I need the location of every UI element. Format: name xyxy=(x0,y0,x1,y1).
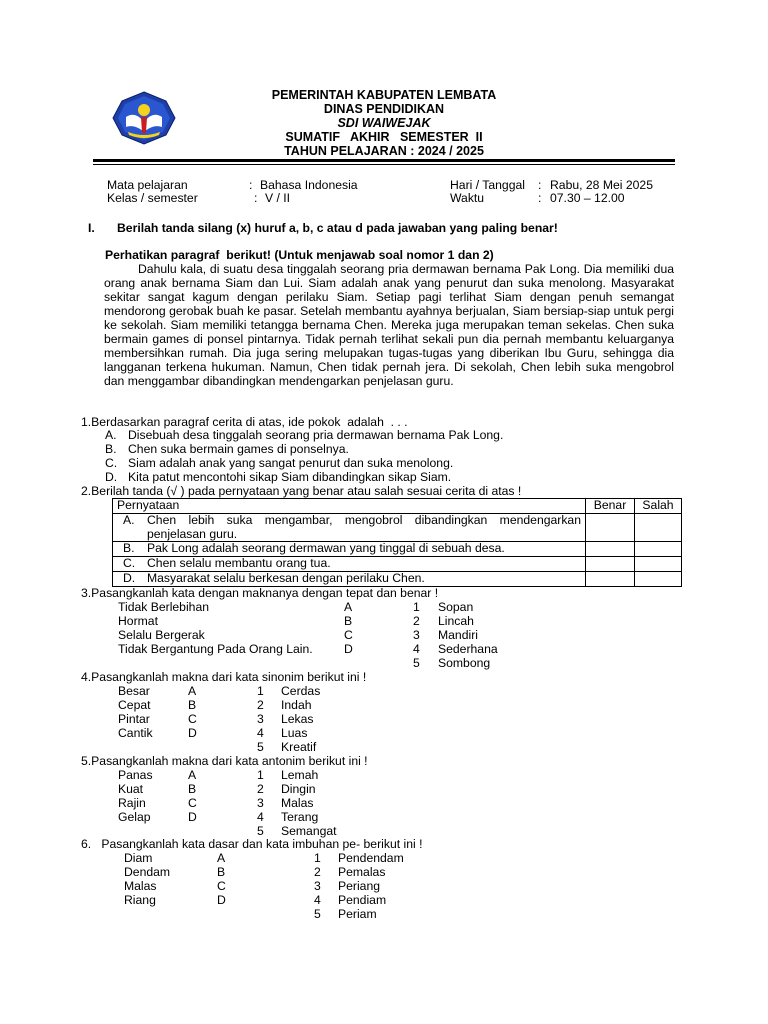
true-answer-cell[interactable] xyxy=(586,571,635,586)
row-statement: Masyarakat selalu berkesan dengan perilaku Chen. xyxy=(147,570,425,585)
date-sep: : xyxy=(538,178,542,192)
row-letter: A. xyxy=(123,512,135,527)
section-number: I. xyxy=(88,221,95,235)
q3-right-num: 1 xyxy=(413,600,420,614)
q4-right-text: Indah xyxy=(281,698,312,712)
q1-option-text: Siam adalah anak yang sangat penurut dan suka menolong. xyxy=(128,456,454,470)
q6-right-text: Pendiam xyxy=(338,893,387,907)
q4-left-text: Cepat xyxy=(118,698,151,712)
q5-right-num: 1 xyxy=(257,768,264,782)
false-answer-cell[interactable] xyxy=(635,571,682,586)
q1-option-text: Disebuah desa tinggalah seorang pria dermawan bernama Pak Long. xyxy=(128,428,504,442)
q6-left-letter: C xyxy=(217,879,226,893)
q5-left-text: Gelap xyxy=(118,810,151,824)
q4-right-text: Lekas xyxy=(281,712,314,726)
q2-statement-table xyxy=(112,498,682,587)
row-statement: Chen selalu membantu orang tua. xyxy=(147,556,331,571)
q5-left-text: Panas xyxy=(118,768,153,782)
time-label: Waktu xyxy=(450,191,485,205)
q5-left-letter: C xyxy=(188,796,197,810)
q1-option-letter: C. xyxy=(105,456,118,470)
q6-left-letter: D xyxy=(217,893,226,907)
q5-right-num: 2 xyxy=(257,782,264,796)
passage-heading: Perhatikan paragraf berikut! (Untuk menjawab soal nomor 1 dan 2) xyxy=(105,248,494,262)
q4-right-text: Kreatif xyxy=(281,740,317,754)
q4-right-num: 1 xyxy=(257,684,264,698)
q4-left-letter: D xyxy=(188,726,197,740)
q4-left-text: Pintar xyxy=(118,712,150,726)
header-government: PEMERINTAH KABUPATEN LEMBATA xyxy=(271,88,497,102)
q3-stem: 3.Pasangkanlah kata dengan maknanya dengan tepat dan benar ! xyxy=(81,586,439,600)
row-letter: B. xyxy=(123,541,135,556)
q1-option-text: Chen suka bermain games di ponselnya. xyxy=(128,442,349,456)
q3-left-letter: B xyxy=(344,614,353,628)
row-statement: Chen lebih suka mengambar, mengobrol dibandingkan mendengarkan penjelasan guru. xyxy=(147,512,581,541)
q6-right-text: Pendendam xyxy=(338,851,404,865)
passage-paragraph: Dahulu kala, di suatu desa tinggalah seorang pria dermawan bernama Pak Long. Dia memiliki dua orang anak bernama Siam dan Lui. Siam adalah anak yang penurut dan suka menolong. Masyarakat sekitar sangat kagum dengan perilaku Siam. Setiap pagi terlihat Siam dengan penuh semangat mendorong gerobak buah ke pasar. Setelah membantu ayahnya berjualan, Siam bersiap-siap untuk pergi ke sekolah. Siam memiliki tetangga bernama Chen. Mereka juga merupakan teman sekelas. Chen suka bermain games di ponsel pintarnya. Tidak pernah terlihat sekali pun dia pernah membantu keluarganya membersihkan rumah. Dia juga sering melupakan tugas-tugas yang diberikan Ibu Guru, sehingga dia langganan terkena hukuman. Namun, Chen tidak pernah jera. Di sekolah, Chen lebih suka mengobrol dan menggambar dibandingkan mendengarkan penjelasan guru. xyxy=(104,262,674,388)
true-answer-cell[interactable] xyxy=(586,542,635,557)
table-row xyxy=(113,571,682,586)
q4-left-letter: B xyxy=(188,698,197,712)
subject-value: Bahasa Indonesia xyxy=(260,178,358,192)
row-letter: D. xyxy=(123,570,136,585)
q1-option-text: Kita patut mencontohi sikap Siam dibandingkan sikap Siam. xyxy=(128,470,452,484)
q4-right-num: 3 xyxy=(257,712,264,726)
q3-right-text: Sederhana xyxy=(438,642,498,656)
true-answer-cell[interactable] xyxy=(586,557,635,572)
class-sep: : xyxy=(254,191,258,205)
q4-right-num: 4 xyxy=(257,726,264,740)
q6-left-letter: A xyxy=(217,851,226,865)
header-rule-thin xyxy=(93,164,675,165)
q5-right-num: 3 xyxy=(257,796,264,810)
col-statement-header: Pernyataan xyxy=(113,499,586,514)
date-label: Hari / Tanggal xyxy=(450,178,525,192)
header-rule-thick xyxy=(93,159,675,162)
q4-right-text: Luas xyxy=(281,726,308,740)
q3-right-num: 4 xyxy=(413,642,420,656)
false-answer-cell[interactable] xyxy=(635,557,682,572)
subject-sep: : xyxy=(249,178,253,192)
q6-right-text: Periam xyxy=(338,907,377,921)
q1-stem: 1.Berdasarkan paragraf cerita di atas, ide pokok adalah . . . xyxy=(81,415,408,429)
false-answer-cell[interactable] xyxy=(635,513,682,542)
class-value: V / II xyxy=(265,191,291,205)
date-value: Rabu, 28 Mei 2025 xyxy=(550,178,653,192)
q1-option-letter: D. xyxy=(105,470,118,484)
q5-stem: 5.Pasangkanlah makna dari kata antonim berikut ini ! xyxy=(81,754,368,768)
header-school-year: TAHUN PELAJARAN : 2024 / 2025 xyxy=(284,144,484,158)
q3-right-num: 5 xyxy=(413,656,420,670)
q6-left-text: Diam xyxy=(124,851,153,865)
col-true-header: Benar xyxy=(586,499,635,514)
q5-left-letter: A xyxy=(188,768,197,782)
q5-left-text: Kuat xyxy=(118,782,144,796)
q3-left-letter: A xyxy=(344,600,353,614)
q6-left-text: Dendam xyxy=(124,865,171,879)
q4-left-text: Cantik xyxy=(118,726,153,740)
table-header-row xyxy=(113,499,682,514)
q4-left-text: Besar xyxy=(118,684,150,698)
q5-right-text: Lemah xyxy=(281,768,319,782)
q5-right-text: Semangat xyxy=(281,824,337,838)
q6-stem: 6. Pasangkanlah kata dasar dan kata imbuhan pe- berikut ini ! xyxy=(81,837,423,851)
tut-wuri-handayani-logo xyxy=(112,91,176,145)
q3-left-text: Selalu Bergerak xyxy=(118,628,205,642)
q5-right-num: 5 xyxy=(257,824,264,838)
header-exam-title: SUMATIF AKHIR SEMESTER II xyxy=(285,130,483,144)
q6-left-text: Riang xyxy=(124,893,156,907)
q4-right-text: Cerdas xyxy=(281,684,321,698)
q1-option-letter: A. xyxy=(105,428,117,442)
table-row xyxy=(113,513,682,542)
false-answer-cell[interactable] xyxy=(635,542,682,557)
q5-right-num: 4 xyxy=(257,810,264,824)
q3-left-letter: D xyxy=(344,642,353,656)
q3-right-text: Mandiri xyxy=(438,628,478,642)
class-label: Kelas / semester xyxy=(107,191,198,205)
q6-right-num: 5 xyxy=(314,907,321,921)
q2-stem: 2.Berilah tanda (√ ) pada pernyataan yang benar atau salah sesuai cerita di atas ! xyxy=(81,484,522,498)
q6-right-text: Periang xyxy=(338,879,381,893)
q3-right-text: Sombong xyxy=(438,656,491,670)
q6-right-num: 2 xyxy=(314,865,321,879)
header-school: SDI WAIWEJAK xyxy=(337,116,431,130)
q6-right-num: 1 xyxy=(314,851,321,865)
section-instruction: Berilah tanda silang (x) huruf a, b, c atau d pada jawaban yang paling benar! xyxy=(117,221,558,235)
q3-right-text: Lincah xyxy=(438,614,474,628)
q6-left-text: Malas xyxy=(124,879,157,893)
subject-label: Mata pelajaran xyxy=(107,178,188,192)
q5-left-text: Rajin xyxy=(118,796,146,810)
q6-left-letter: B xyxy=(217,865,226,879)
time-value: 07.30 – 12.00 xyxy=(550,191,625,205)
q4-stem: 4.Pasangkanlah makna dari kata sinonim berikut ini ! xyxy=(81,670,367,684)
q6-right-num: 3 xyxy=(314,879,321,893)
q1-option-letter: B. xyxy=(105,442,117,456)
q3-right-num: 2 xyxy=(413,614,420,628)
q6-right-text: Pemalas xyxy=(338,865,386,879)
table-row xyxy=(113,557,682,572)
table-row xyxy=(113,542,682,557)
q5-right-text: Malas xyxy=(281,796,314,810)
col-false-header: Salah xyxy=(635,499,682,514)
time-sep: : xyxy=(538,191,542,205)
q6-right-num: 4 xyxy=(314,893,321,907)
q3-left-text: Hormat xyxy=(118,614,158,628)
q5-right-text: Terang xyxy=(281,810,319,824)
q4-left-letter: A xyxy=(188,684,197,698)
q5-left-letter: B xyxy=(188,782,197,796)
row-statement: Pak Long adalah seorang dermawan yang tinggal di sebuah desa. xyxy=(147,541,505,556)
passage-text xyxy=(104,262,674,388)
q3-left-text: Tidak Bergantung Pada Orang Lain. xyxy=(118,642,313,656)
q3-left-letter: C xyxy=(344,628,353,642)
q4-right-num: 5 xyxy=(257,740,264,754)
q3-right-num: 3 xyxy=(413,628,420,642)
row-letter: C. xyxy=(123,556,136,571)
q3-right-text: Sopan xyxy=(438,600,474,614)
true-answer-cell[interactable] xyxy=(586,513,635,542)
q4-left-letter: C xyxy=(188,712,197,726)
q5-right-text: Dingin xyxy=(281,782,316,796)
q4-right-num: 2 xyxy=(257,698,264,712)
q5-left-letter: D xyxy=(188,810,197,824)
header-department: DINAS PENDIDIKAN xyxy=(323,102,445,116)
q3-left-text: Tidak Berlebihan xyxy=(118,600,210,614)
